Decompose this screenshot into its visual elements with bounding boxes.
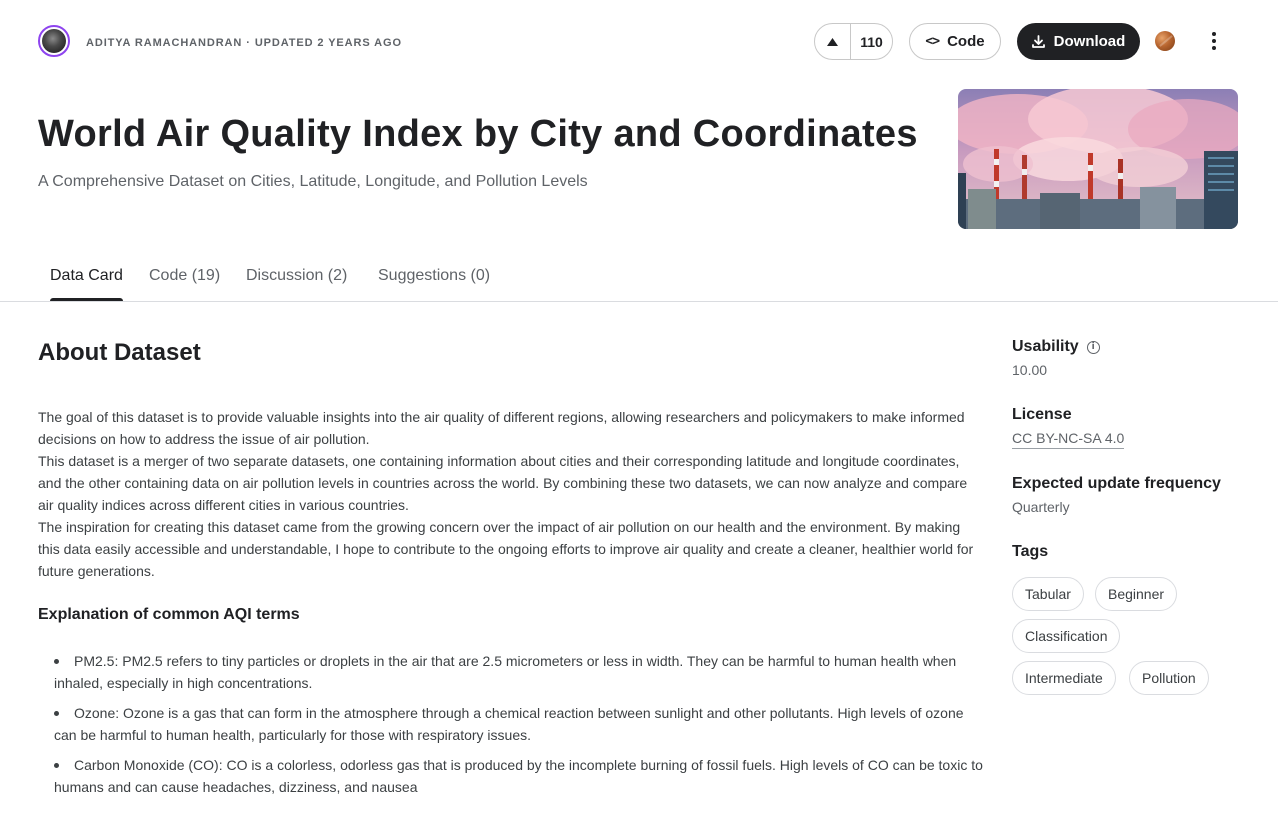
update-frequency-heading: Expected update frequency	[1012, 475, 1221, 492]
download-button-label: Download	[1053, 33, 1126, 50]
tag-list	[1012, 577, 1252, 697]
dataset-cover-image	[958, 89, 1238, 229]
description-paragraph: This dataset is a merger of two separate datasets, one containing information about cities and their corresponding latitude and longitude coordinates, and the other containing data on air pollution levels in countries across the world. By combining these two datasets, we can now analyze and compare air quality indices across different cities in various countries.	[38, 453, 968, 513]
usability-label: Usability	[1012, 338, 1079, 355]
license-heading: License	[1012, 406, 1072, 423]
dataset-description	[38, 406, 984, 582]
tag-chip[interactable]: Classification	[1012, 619, 1120, 653]
tab-bar	[0, 255, 1278, 302]
list-item: PM2.5: PM2.5 refers to tiny particles or droplets in the air that are 2.5 micrometers or less in width. They can be harmful to human health when inhaled, especially in high concentrations.	[54, 650, 984, 694]
license-link[interactable]: CC BY-NC-SA 4.0	[1012, 430, 1124, 449]
kebab-dot	[1212, 46, 1216, 50]
byline-separator: ·	[246, 37, 251, 49]
kebab-dot	[1212, 32, 1216, 36]
kebab-dot	[1212, 39, 1216, 43]
update-frequency-section	[1012, 475, 1221, 515]
tab-data-card[interactable]: Data Card	[50, 267, 123, 301]
download-icon	[1032, 35, 1045, 48]
top-bar	[0, 0, 1278, 82]
usability-value: 10.00	[1012, 362, 1048, 378]
author-name[interactable]: ADITYA RAMACHANDRAN	[86, 37, 243, 49]
code-brackets-icon: <>	[925, 34, 940, 49]
tags-heading: Tags	[1012, 543, 1049, 560]
bronze-medal-icon[interactable]	[1155, 31, 1175, 51]
upvote-count: 110	[860, 33, 883, 50]
tag-chip[interactable]: Intermediate	[1012, 661, 1116, 695]
download-button[interactable]	[1017, 23, 1140, 60]
about-heading: About Dataset	[38, 339, 201, 366]
tags-section	[1012, 543, 1252, 697]
upvote-widget	[814, 23, 893, 60]
byline	[86, 37, 402, 49]
dataset-title: World Air Quality Index by City and Coordinates	[38, 113, 918, 155]
tag-chip[interactable]: Tabular	[1012, 577, 1084, 611]
tag-chip[interactable]: Pollution	[1129, 661, 1209, 695]
code-button[interactable]	[909, 23, 1001, 60]
updated-text: UPDATED 2 YEARS AGO	[254, 37, 402, 49]
usability-heading	[1012, 338, 1100, 356]
avatar-image	[42, 29, 66, 53]
description-paragraph: The goal of this dataset is to provide valuable insights into the air quality of different regions, allowing researchers and policymakers to make informed decisions on how to address the issue of air pollution.	[38, 409, 965, 447]
update-frequency-value: Quarterly	[1012, 499, 1070, 515]
upvote-button[interactable]	[815, 24, 851, 59]
code-button-label: Code	[947, 33, 985, 50]
explanation-heading: Explanation of common AQI terms	[38, 606, 300, 623]
description-paragraph: The inspiration for creating this dataset came from the growing concern over the impact of air pollution on our health and the environment. By making this data easily accessible and understandable, I hope to contribute to the ongoing efforts to improve air quality and create a cleaner, healthier world for future generations.	[38, 519, 974, 579]
list-item: Ozone: Ozone is a gas that can form in the atmosphere through a chemical reaction between sunlight and other pollutants. High levels of ozone can be harmful to human health, particularly for those with respiratory issues.	[54, 702, 984, 746]
tab-code[interactable]: Code (19)	[149, 267, 221, 284]
tab-discussion[interactable]: Discussion (2)	[246, 267, 348, 284]
aqi-terms-list	[54, 650, 984, 806]
arrow-up-icon	[827, 38, 838, 46]
list-item: Carbon Monoxide (CO): CO is a colorless, odorless gas that is produced by the incomplete burning of fossil fuels. High levels of CO can be toxic to humans and can cause headaches, dizziness, and nausea	[54, 754, 984, 798]
author-avatar[interactable]	[38, 25, 70, 57]
industrial-smokestacks-image	[958, 89, 1238, 229]
tag-chip[interactable]: Beginner	[1095, 577, 1177, 611]
info-icon[interactable]: i	[1087, 341, 1100, 354]
license-section	[1012, 406, 1124, 449]
tab-suggestions[interactable]: Suggestions (0)	[378, 267, 491, 284]
kebab-menu-icon[interactable]	[1202, 29, 1226, 53]
dataset-subtitle: A Comprehensive Dataset on Cities, Latitude, Longitude, and Pollution Levels	[38, 173, 588, 190]
usability-section	[1012, 338, 1100, 378]
